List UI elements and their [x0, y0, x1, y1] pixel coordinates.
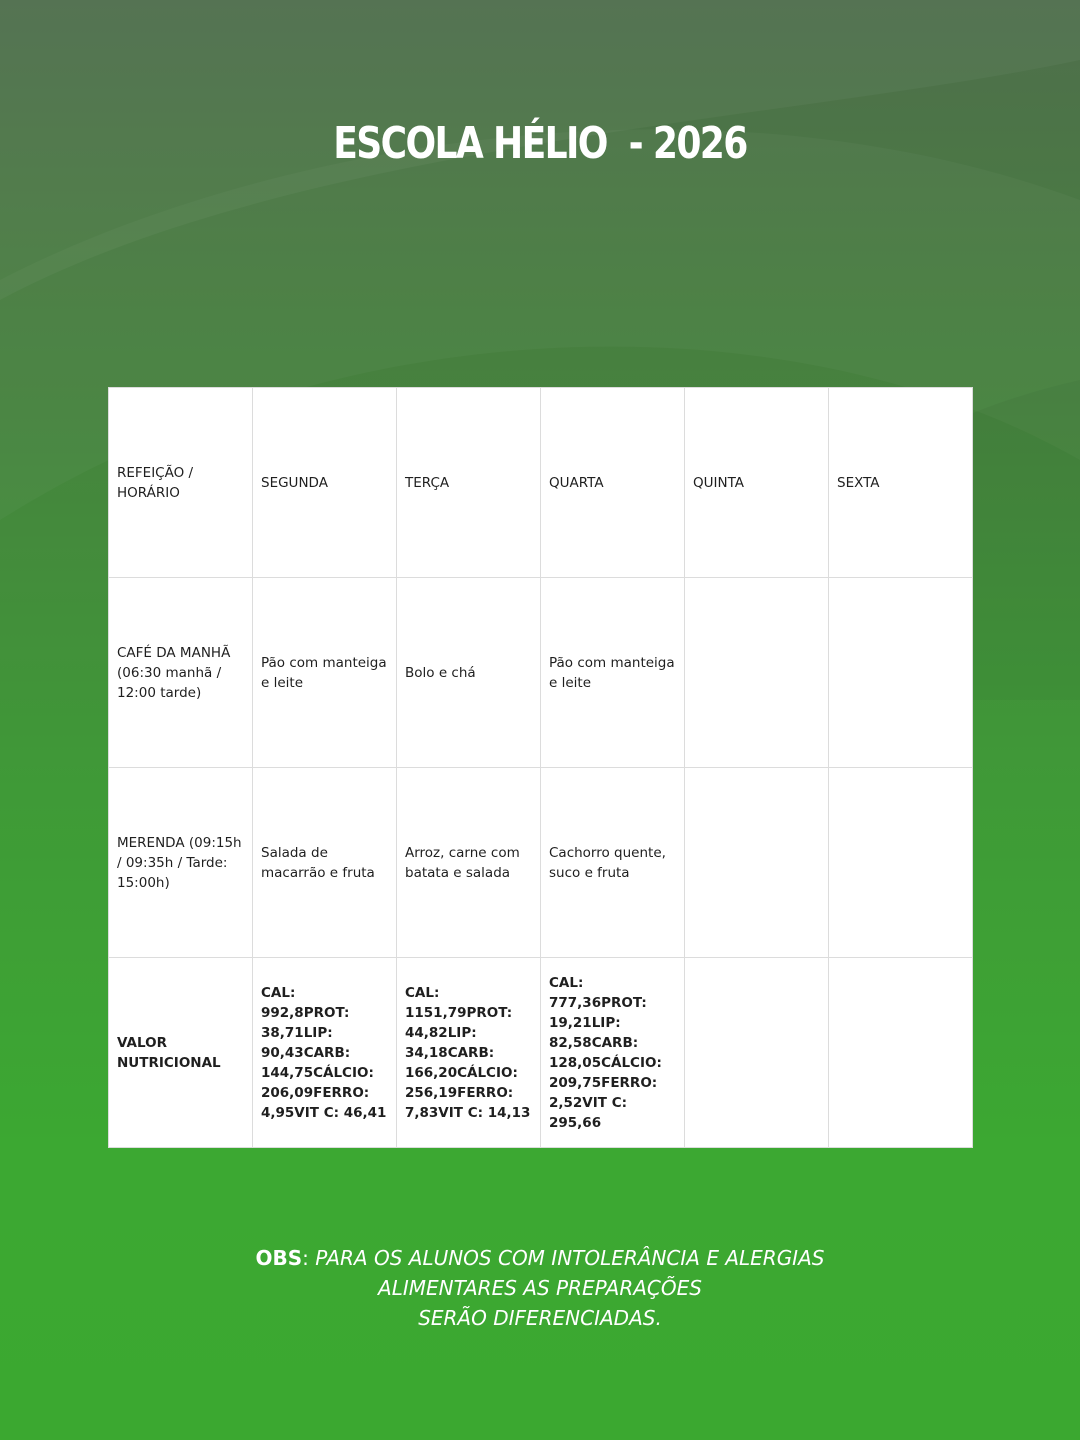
table-cell: MERENDA (09:15h / 09:35h / Tarde: 15:00h) [109, 768, 253, 958]
header-cell-tuesday: TERÇA [397, 388, 541, 578]
table-cell: Bolo e chá [397, 578, 541, 768]
observation-note [0, 1243, 1080, 1333]
table-cell: CAL: 777,36PROT: 19,21LIP: 82,58CARB: 128,05CÁLCIO: 209,75FERRO: 2,52VIT C: 295,66 [541, 958, 685, 1148]
table-cell: VALOR NUTRICIONAL [109, 958, 253, 1148]
table-cell [829, 958, 973, 1148]
header-cell-monday: SEGUNDA [253, 388, 397, 578]
observation-separator: : [302, 1246, 316, 1270]
table-cell: Arroz, carne com batata e salada [397, 768, 541, 958]
table-cell [829, 768, 973, 958]
observation-line-3: SERÃO DIFERENCIADAS. [418, 1306, 662, 1330]
table-cell: Salada de macarrão e fruta [253, 768, 397, 958]
table-row-snack [109, 768, 973, 958]
header-cell-friday: SEXTA [829, 388, 973, 578]
table-cell [829, 578, 973, 768]
table-cell [685, 768, 829, 958]
observation-line-1 [0, 1243, 1080, 1273]
header-cell-meal: REFEIÇÃO / HORÁRIO [109, 388, 253, 578]
table-cell: Pão com manteiga e leite [253, 578, 397, 768]
header-cell-wednesday: QUARTA [541, 388, 685, 578]
header-cell-thursday: QUINTA [685, 388, 829, 578]
table-cell: CAL: 1151,79PROT: 44,82LIP: 34,18CARB: 166,20CÁLCIO: 256,19FERRO: 7,83VIT C: 14,13 [397, 958, 541, 1148]
table-cell: Pão com manteiga e leite [541, 578, 685, 768]
table-cell: CAFÉ DA MANHÃ (06:30 manhã / 12:00 tarde) [109, 578, 253, 768]
table-row-breakfast [109, 578, 973, 768]
table-header-row [109, 388, 973, 578]
page-title: ESCOLA HÉLIO - 2026 [333, 118, 747, 169]
observation-text-1: PARA OS ALUNOS COM INTOLERÂNCIA E ALERGIAS [315, 1246, 825, 1270]
table-cell [685, 578, 829, 768]
menu-table [108, 387, 973, 1148]
table-cell: CAL: 992,8PROT: 38,71LIP: 90,43CARB: 144,75CÁLCIO: 206,09FERRO: 4,95VIT C: 46,41 [253, 958, 397, 1148]
table-cell: Cachorro quente, suco e fruta [541, 768, 685, 958]
observation-line-2: ALIMENTARES AS PREPARAÇÕES [378, 1276, 702, 1300]
observation-label: OBS [255, 1246, 303, 1270]
table-row-nutrition [109, 958, 973, 1148]
table-cell [685, 958, 829, 1148]
